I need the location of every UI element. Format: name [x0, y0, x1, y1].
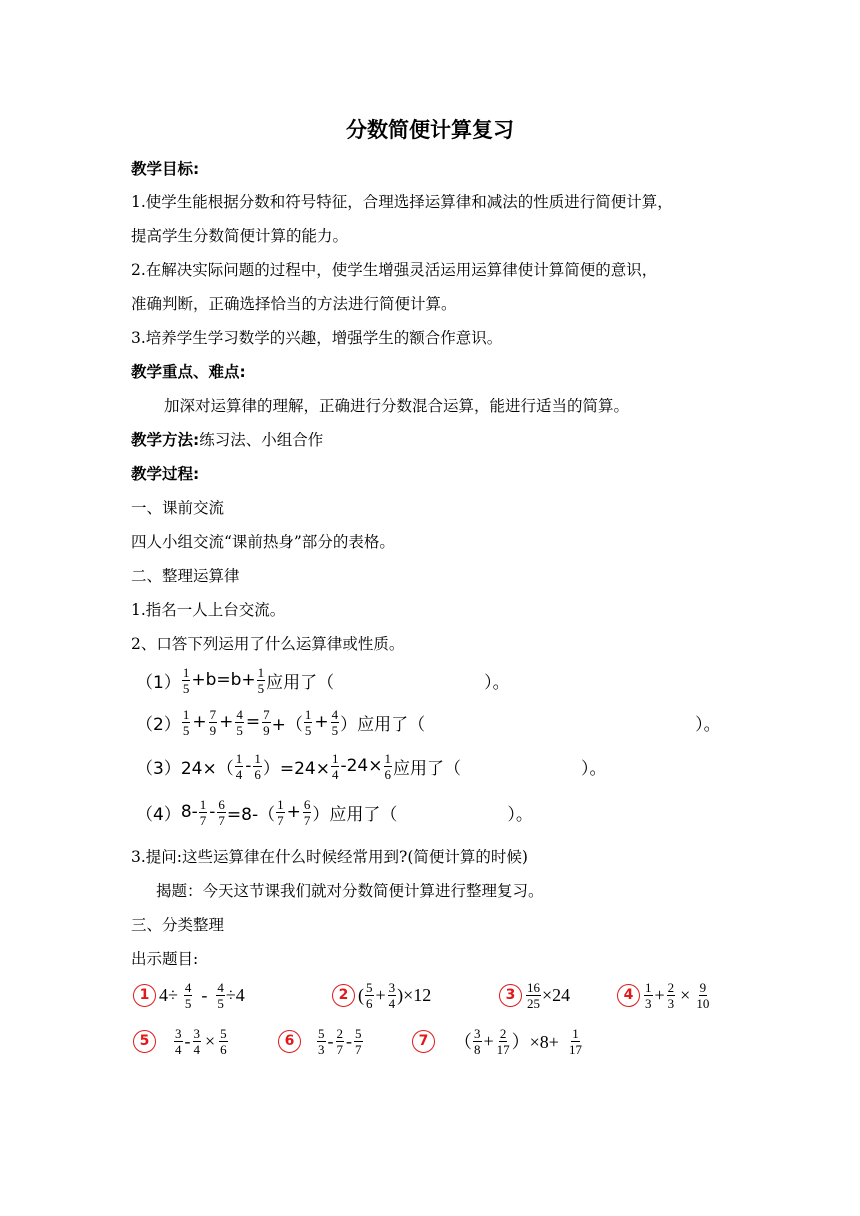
expression-text: ）	[340, 714, 358, 735]
denominator: 25	[527, 995, 540, 1011]
denominator: 5	[304, 722, 312, 738]
exercise-6	[278, 1020, 364, 1062]
numerator: 1	[331, 750, 339, 766]
expression-text: ÷4	[225, 984, 245, 1005]
objective-line-4: 准确判断，正确选择恰当的方法进行简便计算。	[131, 295, 457, 313]
question-4-label: （4）	[136, 804, 181, 825]
fraction	[331, 751, 340, 782]
numerator: 1	[235, 750, 243, 766]
expression-text: ）	[312, 804, 330, 825]
plus-sign: +	[483, 1030, 494, 1051]
denominator: 5	[217, 995, 224, 1011]
minus-sign: -	[184, 1030, 191, 1051]
numerator: 1	[277, 796, 284, 812]
key-points-text: 加深对运算律的理解，正确进行分数混合运算，能进行适当的简算。	[164, 397, 630, 415]
fraction	[303, 797, 312, 828]
objective-line-5: 3.培养学生学习数学的兴趣，增强学生的额合作意识。	[131, 329, 503, 347]
section-1-heading: 一、课前交流	[131, 499, 225, 517]
minus-sign: -	[201, 984, 208, 1005]
numerator: 6	[303, 796, 311, 812]
fraction	[317, 1026, 326, 1057]
numerator: 3	[388, 979, 396, 995]
fraction	[182, 707, 191, 738]
exercise-2: 2 ( $\frac{5}{6}$ + $\frac{3}{4}$ )×12	[332, 974, 431, 1016]
denominator: 6	[220, 1041, 227, 1057]
denominator: 9	[263, 722, 270, 738]
section-2-heading: 二、整理运算律	[131, 567, 240, 585]
times-sign: ×	[205, 1030, 216, 1051]
question-1	[136, 660, 510, 700]
numerator: 1	[254, 750, 261, 766]
fraction	[695, 980, 710, 1011]
fraction	[174, 1026, 183, 1057]
denominator: 6	[366, 995, 373, 1011]
numerator: 1	[199, 796, 207, 812]
question-2	[136, 702, 721, 742]
denominator: 5	[182, 722, 190, 738]
expression-text: -24×	[340, 756, 383, 776]
numerator: 1	[304, 706, 312, 722]
numerator: 5	[366, 979, 373, 995]
close-paren: ）。	[581, 758, 607, 779]
fraction	[526, 980, 541, 1011]
fraction	[182, 665, 191, 696]
fraction	[331, 707, 340, 738]
denominator: 7	[336, 1041, 343, 1057]
method-line	[131, 428, 323, 450]
fraction	[193, 1026, 202, 1057]
fraction	[199, 797, 208, 828]
numerator: 5	[318, 1025, 325, 1041]
denominator: 9	[209, 722, 217, 738]
exercise-4	[617, 974, 711, 1016]
numerator: 1	[572, 1025, 579, 1041]
numerator: 3	[474, 1025, 481, 1041]
minus-sign: -	[209, 802, 216, 822]
denominator: 17	[496, 1041, 510, 1057]
denominator: 5	[257, 680, 265, 696]
page-title: 分数简便计算复习	[346, 118, 514, 142]
denominator: 7	[199, 812, 207, 828]
exercise-3	[499, 974, 570, 1016]
expression-text: ×24	[542, 984, 571, 1005]
exercise-5	[133, 1020, 229, 1062]
denominator: 5	[182, 680, 190, 696]
fraction	[209, 707, 218, 738]
denominator: 5	[331, 722, 339, 738]
question-3	[136, 746, 607, 786]
denominator: 3	[667, 995, 675, 1011]
denominator: 4	[388, 995, 396, 1011]
applied-text: 应用了（	[357, 714, 426, 735]
fraction	[257, 665, 266, 696]
show-problems-label: 出示题目:	[131, 950, 199, 968]
denominator: 7	[303, 812, 311, 828]
minus-sign: -	[327, 1030, 334, 1051]
denominator: 6	[384, 766, 391, 782]
denominator: 3	[318, 1041, 325, 1057]
fraction	[304, 707, 313, 738]
plus-sign: +	[286, 802, 301, 822]
denominator: 7	[218, 812, 225, 828]
question-1-label: （1）	[136, 672, 181, 693]
minus-sign: -	[346, 1030, 352, 1051]
exercise-7	[412, 1020, 584, 1062]
expression-text: ）×8+	[511, 1032, 559, 1052]
section-2-item-1: 1.指名一人上台交流。	[131, 601, 286, 619]
objective-line-2: 提高学生分数简便计算的能力。	[131, 227, 349, 245]
method-text: 练习法、小组合作	[199, 431, 324, 449]
plus-sign: +	[192, 712, 207, 732]
close-paren: ）。	[484, 672, 510, 693]
applied-text: 应用了（	[266, 672, 335, 693]
denominator: 6	[254, 766, 261, 782]
fraction	[217, 797, 226, 828]
fraction	[667, 980, 676, 1011]
denominator: 4	[235, 766, 243, 782]
fraction	[276, 797, 285, 828]
method-heading: 教学方法:	[131, 431, 200, 449]
numerator: 1	[257, 664, 265, 680]
denominator: 4	[175, 1041, 182, 1057]
plus-sign: +	[219, 712, 234, 732]
fraction	[216, 980, 225, 1011]
objective-line-3: 2.在解决实际问题的过程中，使学生增强灵活运用运算律使计算简便的意识，	[131, 261, 658, 279]
fraction	[235, 707, 244, 738]
numerator: 5	[220, 1025, 227, 1041]
fraction	[219, 1026, 228, 1057]
fraction	[262, 707, 271, 738]
key-points-heading: 教学重点、难点:	[131, 363, 246, 381]
section-2-item-2: 2、口答下列运用了什么运算律或性质。	[131, 635, 405, 653]
plus-sign: +	[375, 984, 386, 1005]
equals-sign: =	[245, 712, 261, 732]
denominator: 7	[355, 1041, 362, 1057]
fraction	[473, 1026, 482, 1057]
numerator: 9	[699, 979, 707, 995]
section-1-text: 四人小组交流“课前热身”部分的表格。	[131, 533, 395, 551]
numerator: 6	[218, 796, 225, 812]
denominator: 3	[645, 995, 652, 1011]
numerator: 2	[499, 1025, 507, 1041]
circled-number-6: 6	[278, 1030, 301, 1053]
denominator: 5	[184, 995, 192, 1011]
denominator: 4	[331, 766, 339, 782]
fraction	[253, 751, 262, 782]
numerator: 1	[182, 706, 190, 722]
numerator: 1	[182, 664, 190, 680]
numerator: 4	[184, 979, 192, 995]
denominator: 7	[277, 812, 284, 828]
numerator: 3	[175, 1025, 182, 1041]
denominator: 10	[696, 995, 710, 1011]
fraction	[184, 980, 193, 1011]
fraction	[496, 1026, 511, 1057]
fraction	[354, 1026, 363, 1057]
fraction	[336, 1026, 345, 1057]
denominator: 17	[568, 1041, 582, 1057]
circled-number-7: 7	[412, 1030, 435, 1053]
numerator: 16	[527, 979, 540, 995]
close-paren: ）。	[507, 804, 533, 825]
numerator: 1	[645, 979, 652, 995]
denominator: 4	[193, 1041, 200, 1057]
denominator: 5	[236, 722, 243, 738]
fraction	[568, 1026, 583, 1057]
expression-text: 24×（	[180, 758, 234, 779]
expression-text: （	[454, 1032, 472, 1052]
question-2-label: （2）	[136, 714, 181, 735]
expression-text: +（	[271, 714, 303, 735]
section-3-heading: 三、分类整理	[131, 916, 225, 934]
expression-text: +b=b+	[191, 670, 256, 690]
plus-sign: +	[654, 984, 665, 1005]
circled-number-5: 5	[133, 1030, 156, 1053]
objectives-heading: 教学目标:	[131, 160, 200, 178]
numerator: 7	[209, 706, 217, 722]
circled-number-4: 4	[617, 984, 640, 1007]
numerator: 2	[336, 1025, 343, 1041]
circled-number-1: 1	[133, 984, 156, 1007]
fraction	[644, 980, 653, 1011]
numerator: 5	[355, 1025, 362, 1041]
question-3-label: （3）	[136, 758, 181, 779]
close-paren: ）。	[695, 714, 721, 735]
plus-sign: +	[314, 712, 329, 732]
numerator: 4	[236, 706, 243, 722]
expression-text: 4÷	[159, 984, 178, 1005]
numerator: 4	[217, 979, 224, 995]
numerator: 7	[263, 706, 270, 722]
expression-text: ）=24×	[262, 758, 330, 779]
applied-text: 应用了（	[329, 804, 398, 825]
times-sign: ×	[680, 984, 691, 1005]
minus-sign: -	[245, 756, 252, 776]
question-4	[136, 792, 533, 832]
applied-text: 应用了（	[393, 758, 461, 779]
section-2-item-3: 3.提问:这些运算律在什么时候经常用到?(简便计算的时候)	[131, 848, 528, 866]
process-heading: 教学过程:	[131, 465, 200, 483]
objective-line-1: 1.使学生能根据分数和符号特征，合理选择运算律和减法的性质进行简便计算，	[131, 193, 673, 211]
fraction	[365, 980, 374, 1011]
numerator: 4	[331, 706, 339, 722]
denominator: 8	[474, 1041, 481, 1057]
expression-text: =8-（	[226, 804, 276, 825]
fraction	[388, 980, 397, 1011]
reveal-text: 揭题：今天这节课我们就对分数简便计算进行整理复习。	[156, 882, 544, 900]
numerator: 1	[384, 750, 391, 766]
numerator: 3	[193, 1025, 200, 1041]
exercise-1	[133, 974, 245, 1016]
fraction	[384, 751, 393, 782]
expression-text: )×12	[397, 984, 432, 1005]
expression-text: 8-	[180, 802, 198, 822]
numerator: 2	[667, 979, 675, 995]
circled-number-3: 3	[499, 984, 522, 1007]
fraction	[235, 751, 244, 782]
circled-number-2: 2	[332, 984, 355, 1007]
